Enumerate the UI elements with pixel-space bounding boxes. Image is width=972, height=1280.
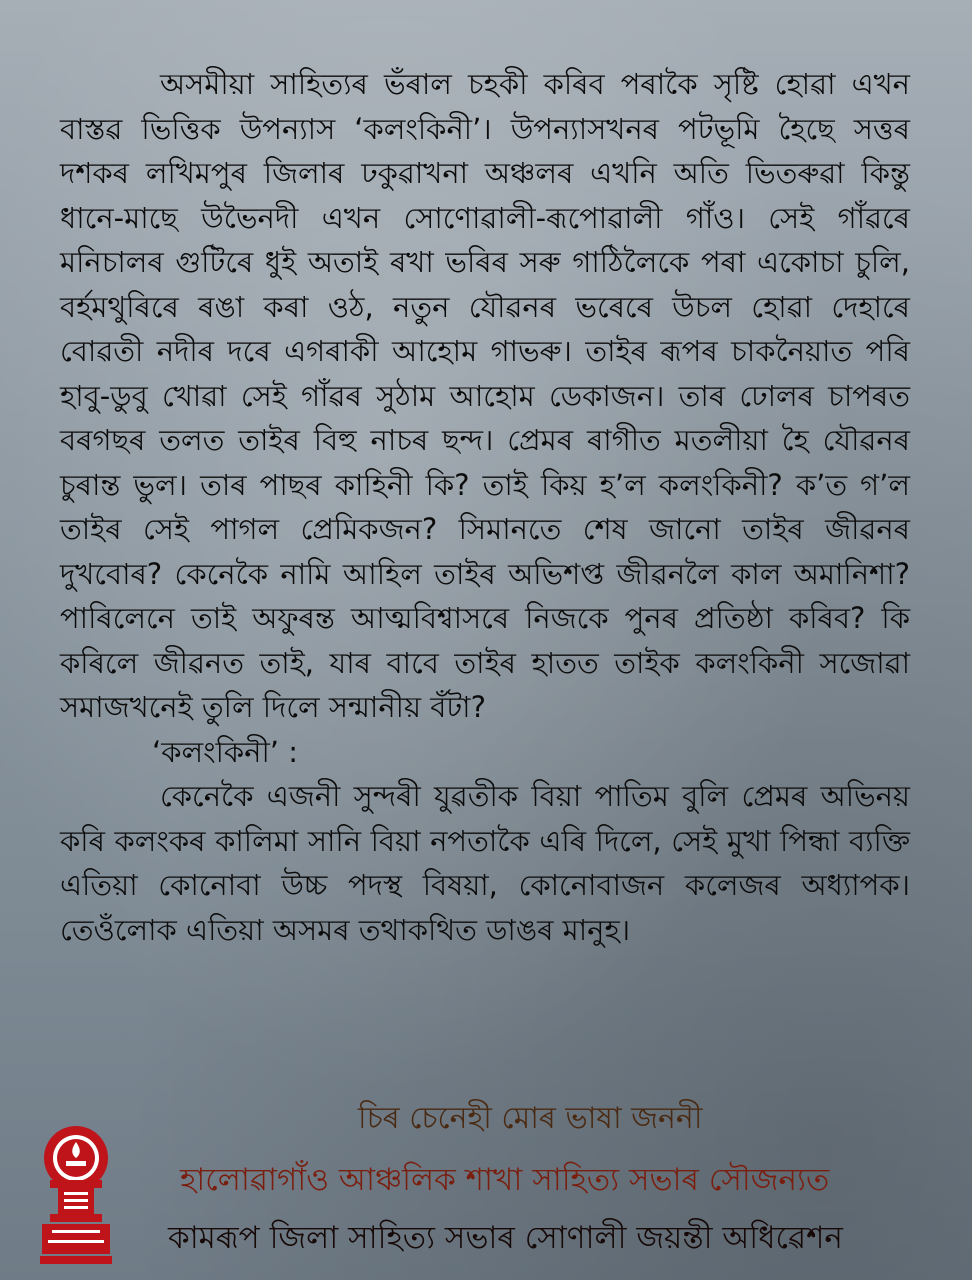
footer-occasion: কামৰূপ জিলা সাহিত্য সভাৰ সোণালী জয়ন্তী অধিৱেশন: [168, 1220, 843, 1256]
blurb-paragraph-1: অসমীয়া সাহিত্যৰ ভঁৰাল চহকী কৰিব পৰাকৈ সৃষ্টি হোৱা এখন বাস্তৱ ভিত্তিক উপন্যাস ‘কলংকিনী’। উপন্যাসখনৰ পটভূমি হৈছে সত্তৰ দশকৰ লখিমপুৰ জিলাৰ ঢকুৱাখনা অঞ্চলৰ এখনি অতি ভিতৰুৱা কিন্তু ধানে-মাছে উভৈনদী এখন সোণোৱালী-ৰূপোৱালী গাঁও। সেই গাঁৱৰে মনিচালৰ গুটিৰে ধুই অতাই ৰখা ভৰিৰ সৰু গাঠিলৈকে পৰা একোচা চুলি, বৰ্হমথুৰিৰে ৰঙা কৰা ওঠ, নতুন যৌৱনৰ ভৰেৰে উচল হোৱা দেহাৰে বোৱতী নদীৰ দৰে এগৰাকী আহোম গাভৰু। তাইৰ ৰূপৰ চাকনৈয়াত পৰি হাবু-ডুবু খোৱা সেই গাঁৱৰ সুঠাম আহোম ডেকাজন। তাৰ ঢোলৰ চাপৰত বৰগছৰ তলত তাইৰ বিহু নাচৰ ছন্দ। প্ৰেমৰ ৰাগীত মতলীয়া হৈ যৌৱনৰ চুৰান্ত ভুল। তাৰ পাছৰ কাহিনী কি? তাই কিয় হ’ল কলংকিনী? ক’ত গ’ল তাইৰ সেই পাগল প্ৰেমিকজন? সিমানতে শেষ জানো তাইৰ জীৱনৰ দুখবোৰ? কেনেকৈ নামি আহিল তাইৰ অভিশপ্ত জীৱনলৈ কাল অমানিশা? পাৰিলেনে তাই অফুৰন্ত আত্মবিশ্বাসৰে নিজকে পুনৰ প্ৰতিষ্ঠা কৰিব? কি কৰিলে জীৱনত তাই, যাৰ বাবে তাইৰ হাতত তাইক কলংকিনী সজোৱা সমাজখনেই তুলি দিলে সন্মানীয় বঁটা?: [60, 67, 910, 724]
footer-tagline: চিৰ চেনেহী মোৰ ভাষা জননী: [358, 1101, 703, 1136]
blurb-text: [60, 62, 910, 952]
blurb-paragraph-2: কেনেকৈ এজনী সুন্দৰী যুৱতীক বিয়া পাতিম বুলি প্ৰেমৰ অভিনয় কৰি কলংকৰ কালিমা সানি বিয়া নপতাকৈ এৰি দিলে, সেই মুখা পিন্ধা ব্যক্তি এতিয়া কোনোবা উচ্চ পদস্থ বিষয়া, কোনোবাজন কলেজৰ অধ্যাপক। তেওঁলোক এতিয়া অসমৰ তথাকথিত ডাঙৰ মানুহ।: [60, 779, 910, 947]
footer-courtesy: হালোৱাগাঁও আঞ্চলিক শাখা সাহিত্য সভাৰ সৌজন্যত: [180, 1162, 830, 1198]
novel-title-heading: ‘কলংকিনী’ :: [152, 734, 298, 769]
sahitya-sabha-logo-icon: [38, 1118, 114, 1266]
